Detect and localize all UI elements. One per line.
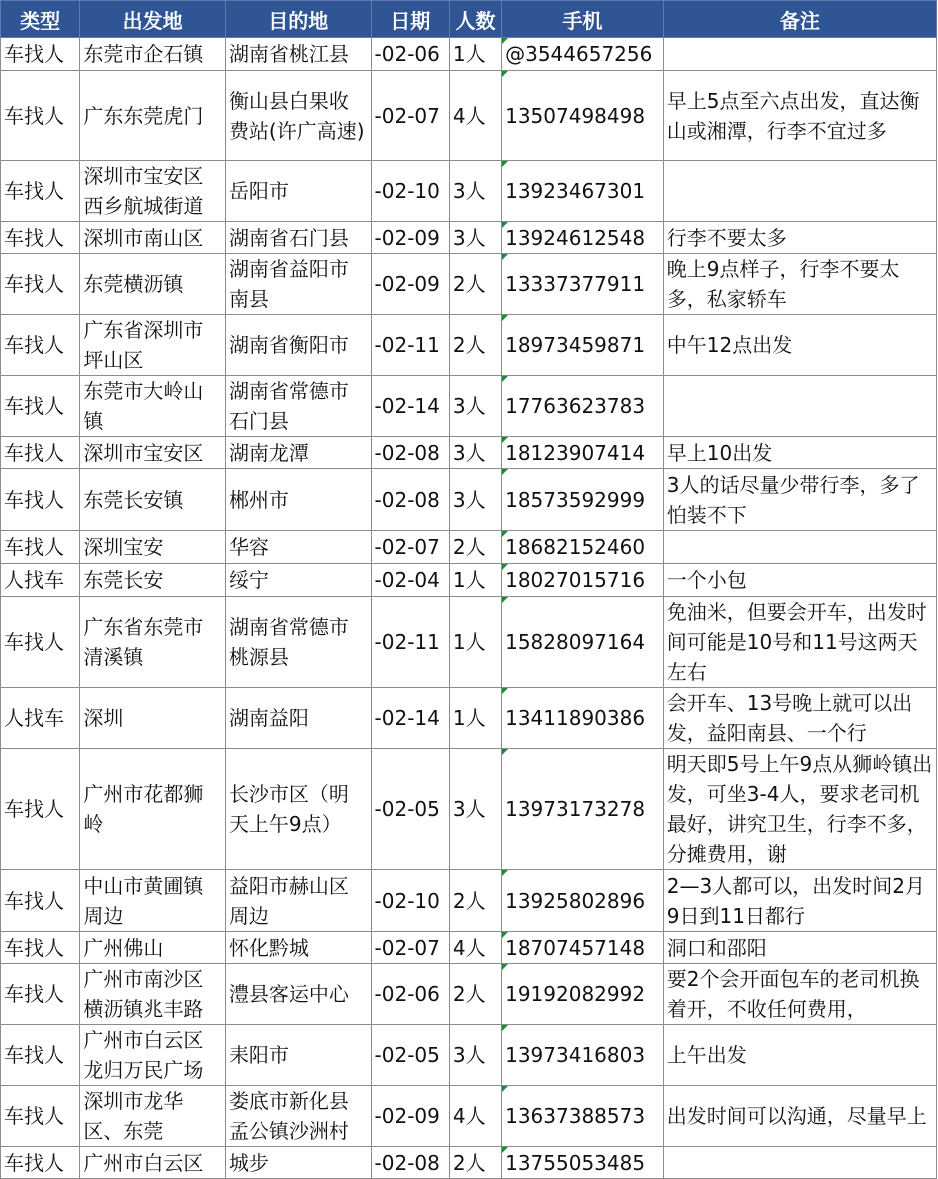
cell-date[interactable]: -02-07: [371, 932, 449, 964]
cell-from[interactable]: 东莞市企石镇: [80, 38, 226, 71]
cell-phone[interactable]: 18027015716: [502, 564, 664, 597]
cell-type[interactable]: 车找人: [1, 254, 80, 315]
cell-count[interactable]: 2人: [449, 254, 501, 315]
cell-to[interactable]: 岳阳市: [225, 161, 371, 222]
cell-note[interactable]: 出发时间可以沟通，尽量早上: [663, 1086, 936, 1147]
cell-phone[interactable]: 18123907414: [502, 437, 664, 469]
cell-from[interactable]: 广东东莞虎门: [80, 71, 226, 161]
table-row: [1, 1086, 937, 1147]
table-row: [1, 597, 937, 688]
cell-note[interactable]: 2—3人都可以，出发时间2月9日到11日都行: [663, 870, 936, 932]
table-row: [1, 1147, 937, 1179]
cell-type[interactable]: 车找人: [1, 315, 80, 376]
table-row: [1, 469, 937, 531]
cell-count[interactable]: 3人: [449, 376, 501, 437]
cell-date[interactable]: -02-10: [371, 161, 449, 222]
cell-from[interactable]: 广东省东莞市清溪镇: [80, 597, 226, 688]
cell-to[interactable]: 娄底市新化县孟公镇沙洲村: [225, 1086, 371, 1147]
cell-to[interactable]: 湖南益阳: [225, 688, 371, 749]
header-phone[interactable]: 手机: [502, 1, 664, 38]
cell-type[interactable]: 车找人: [1, 1147, 80, 1179]
table-row: [1, 254, 937, 315]
cell-note[interactable]: [663, 531, 936, 564]
cell-date[interactable]: -02-05: [371, 749, 449, 870]
cell-count[interactable]: 1人: [449, 564, 501, 597]
cell-count[interactable]: 4人: [449, 1086, 501, 1147]
cell-from[interactable]: 深圳市宝安区西乡航城街道: [80, 161, 226, 222]
cell-note[interactable]: [663, 38, 936, 71]
cell-note[interactable]: [663, 1147, 936, 1179]
cell-date[interactable]: -02-10: [371, 870, 449, 932]
cell-date[interactable]: -02-05: [371, 1025, 449, 1086]
cell-phone[interactable]: 18573592999: [502, 469, 664, 531]
cell-count[interactable]: 4人: [449, 71, 501, 161]
table-row: [1, 749, 937, 870]
cell-note[interactable]: [663, 376, 936, 437]
table-row: [1, 376, 937, 437]
cell-type[interactable]: 车找人: [1, 71, 80, 161]
cell-type[interactable]: 车找人: [1, 964, 80, 1025]
cell-phone[interactable]: 13337377911: [502, 254, 664, 315]
table-row: [1, 688, 937, 749]
cell-from[interactable]: 广州市白云区龙归万民广场: [80, 1025, 226, 1086]
cell-phone[interactable]: @3544657256: [502, 38, 664, 71]
cell-count[interactable]: 3人: [449, 161, 501, 222]
cell-from[interactable]: 广东省深圳市坪山区: [80, 315, 226, 376]
cell-type[interactable]: 车找人: [1, 222, 80, 254]
cell-note[interactable]: 3人的话尽量少带行李，多了怕装不下: [663, 469, 936, 531]
cell-from[interactable]: 广州市白云区: [80, 1147, 226, 1179]
cell-date[interactable]: -02-07: [371, 531, 449, 564]
table-row: [1, 932, 937, 964]
table-row: [1, 222, 937, 254]
cell-phone[interactable]: 13507498498: [502, 71, 664, 161]
table-row: [1, 1025, 937, 1086]
cell-to[interactable]: 衡山县白果收费站(许广高速): [225, 71, 371, 161]
cell-phone[interactable]: 13925802896: [502, 870, 664, 932]
cell-to[interactable]: 湖南省益阳市南县: [225, 254, 371, 315]
cell-note[interactable]: 上午出发: [663, 1025, 936, 1086]
cell-type[interactable]: 车找人: [1, 38, 80, 71]
cell-to[interactable]: 华容: [225, 531, 371, 564]
table-row: [1, 870, 937, 932]
cell-from[interactable]: 东莞市大岭山镇: [80, 376, 226, 437]
cell-note[interactable]: 洞口和邵阳: [663, 932, 936, 964]
header-type[interactable]: 类型: [1, 1, 80, 38]
cell-from[interactable]: 深圳市南山区: [80, 222, 226, 254]
cell-note[interactable]: 早上5点至六点出发，直达衡山或湘潭，行李不宜过多: [663, 71, 936, 161]
cell-phone[interactable]: 13637388573: [502, 1086, 664, 1147]
cell-count[interactable]: 1人: [449, 38, 501, 71]
cell-count[interactable]: 2人: [449, 964, 501, 1025]
cell-phone[interactable]: 13924612548: [502, 222, 664, 254]
cell-from[interactable]: 广州佛山: [80, 932, 226, 964]
cell-date[interactable]: -02-09: [371, 1086, 449, 1147]
cell-to[interactable]: 湖南省石门县: [225, 222, 371, 254]
cell-to[interactable]: 耒阳市: [225, 1025, 371, 1086]
cell-type[interactable]: 车找人: [1, 376, 80, 437]
cell-phone[interactable]: 19192082992: [502, 964, 664, 1025]
cell-count[interactable]: 3人: [449, 749, 501, 870]
cell-type[interactable]: 人找车: [1, 564, 80, 597]
cell-to[interactable]: 澧县客运中心: [225, 964, 371, 1025]
cell-count[interactable]: 2人: [449, 870, 501, 932]
header-row: [1, 1, 937, 38]
cell-date[interactable]: -02-11: [371, 597, 449, 688]
cell-type[interactable]: 车找人: [1, 161, 80, 222]
cell-phone[interactable]: 13973173278: [502, 749, 664, 870]
cell-note[interactable]: 早上10出发: [663, 437, 936, 469]
header-date[interactable]: 日期: [371, 1, 449, 38]
table-row: [1, 71, 937, 161]
cell-date[interactable]: -02-06: [371, 964, 449, 1025]
cell-note[interactable]: 中午12点出发: [663, 315, 936, 376]
cell-to[interactable]: 郴州市: [225, 469, 371, 531]
cell-from[interactable]: 深圳: [80, 688, 226, 749]
cell-date[interactable]: -02-06: [371, 38, 449, 71]
cell-type[interactable]: 车找人: [1, 1025, 80, 1086]
cell-type[interactable]: 车找人: [1, 1086, 80, 1147]
cell-note[interactable]: 免油米，但要会开车，出发时间可能是10号和11号这两天左右: [663, 597, 936, 688]
cell-note[interactable]: 一个小包: [663, 564, 936, 597]
cell-count[interactable]: 2人: [449, 1147, 501, 1179]
cell-phone[interactable]: 13411890386: [502, 688, 664, 749]
cell-to[interactable]: 益阳市赫山区周边: [225, 870, 371, 932]
cell-to[interactable]: 湖南省衡阳市: [225, 315, 371, 376]
cell-count[interactable]: 3人: [449, 437, 501, 469]
cell-from[interactable]: 广州市南沙区横沥镇兆丰路: [80, 964, 226, 1025]
cell-type[interactable]: 车找人: [1, 597, 80, 688]
cell-type[interactable]: 车找人: [1, 531, 80, 564]
cell-note[interactable]: 要2个会开面包车的老司机换着开，不收任何费用，: [663, 964, 936, 1025]
cell-count[interactable]: 3人: [449, 1025, 501, 1086]
cell-from[interactable]: 中山市黄圃镇周边: [80, 870, 226, 932]
cell-from[interactable]: 深圳宝安: [80, 531, 226, 564]
cell-from[interactable]: 东莞长安镇: [80, 469, 226, 531]
cell-type[interactable]: 车找人: [1, 437, 80, 469]
cell-to[interactable]: 湖南省常德市石门县: [225, 376, 371, 437]
table-row: [1, 564, 937, 597]
cell-to[interactable]: 湖南龙潭: [225, 437, 371, 469]
cell-from[interactable]: 广州市花都狮岭: [80, 749, 226, 870]
cell-to[interactable]: 绥宁: [225, 564, 371, 597]
cell-from[interactable]: 东莞长安: [80, 564, 226, 597]
cell-phone[interactable]: 17763623783: [502, 376, 664, 437]
table-row: [1, 38, 937, 71]
table-row: [1, 531, 937, 564]
cell-note[interactable]: 行李不要太多: [663, 222, 936, 254]
cell-to[interactable]: 湖南省桃江县: [225, 38, 371, 71]
cell-date[interactable]: -02-08: [371, 1147, 449, 1179]
cell-phone[interactable]: 18682152460: [502, 531, 664, 564]
table-row: [1, 315, 937, 376]
cell-phone[interactable]: 13973416803: [502, 1025, 664, 1086]
cell-date[interactable]: -02-08: [371, 437, 449, 469]
cell-count[interactable]: 4人: [449, 932, 501, 964]
cell-note[interactable]: 晚上9点样子，行李不要太多，私家轿车: [663, 254, 936, 315]
cell-phone[interactable]: 18707457148: [502, 932, 664, 964]
cell-phone[interactable]: 13923467301: [502, 161, 664, 222]
cell-phone[interactable]: 18973459871: [502, 315, 664, 376]
cell-date[interactable]: -02-07: [371, 71, 449, 161]
cell-to[interactable]: 城步: [225, 1147, 371, 1179]
cell-type[interactable]: 车找人: [1, 749, 80, 870]
cell-note[interactable]: [663, 161, 936, 222]
header-count[interactable]: 人数: [449, 1, 501, 38]
header-note[interactable]: 备注: [663, 1, 936, 38]
cell-date[interactable]: -02-09: [371, 222, 449, 254]
cell-count[interactable]: 2人: [449, 531, 501, 564]
cell-note[interactable]: 明天即5号上午9点从狮岭镇出发，可坐3-4人，要求老司机最好，讲究卫生，行李不多，分摊费用，谢: [663, 749, 936, 870]
cell-date[interactable]: -02-09: [371, 254, 449, 315]
cell-type[interactable]: 车找人: [1, 870, 80, 932]
cell-date[interactable]: -02-04: [371, 564, 449, 597]
cell-phone[interactable]: 13755053485: [502, 1147, 664, 1179]
cell-count[interactable]: 3人: [449, 469, 501, 531]
cell-to[interactable]: 怀化黔城: [225, 932, 371, 964]
cell-to[interactable]: 湖南省常德市桃源县: [225, 597, 371, 688]
cell-count[interactable]: 3人: [449, 222, 501, 254]
cell-from[interactable]: 深圳市龙华区、东莞: [80, 1086, 226, 1147]
table-row: [1, 161, 937, 222]
header-from[interactable]: 出发地: [80, 1, 226, 38]
cell-date[interactable]: -02-11: [371, 315, 449, 376]
cell-from[interactable]: 深圳市宝安区: [80, 437, 226, 469]
cell-note[interactable]: 会开车、13号晚上就可以出发，益阳南县、一个行: [663, 688, 936, 749]
cell-to[interactable]: 长沙市区（明天上午9点）: [225, 749, 371, 870]
cell-type[interactable]: 车找人: [1, 469, 80, 531]
cell-date[interactable]: -02-08: [371, 469, 449, 531]
cell-type[interactable]: 车找人: [1, 932, 80, 964]
cell-date[interactable]: -02-14: [371, 688, 449, 749]
cell-count[interactable]: 2人: [449, 315, 501, 376]
cell-phone[interactable]: 15828097164: [502, 597, 664, 688]
header-to[interactable]: 目的地: [225, 1, 371, 38]
table-row: [1, 437, 937, 469]
cell-count[interactable]: 1人: [449, 688, 501, 749]
cell-type[interactable]: 人找车: [1, 688, 80, 749]
table-row: [1, 964, 937, 1025]
cell-count[interactable]: 1人: [449, 597, 501, 688]
cell-date[interactable]: -02-14: [371, 376, 449, 437]
cell-from[interactable]: 东莞横沥镇: [80, 254, 226, 315]
